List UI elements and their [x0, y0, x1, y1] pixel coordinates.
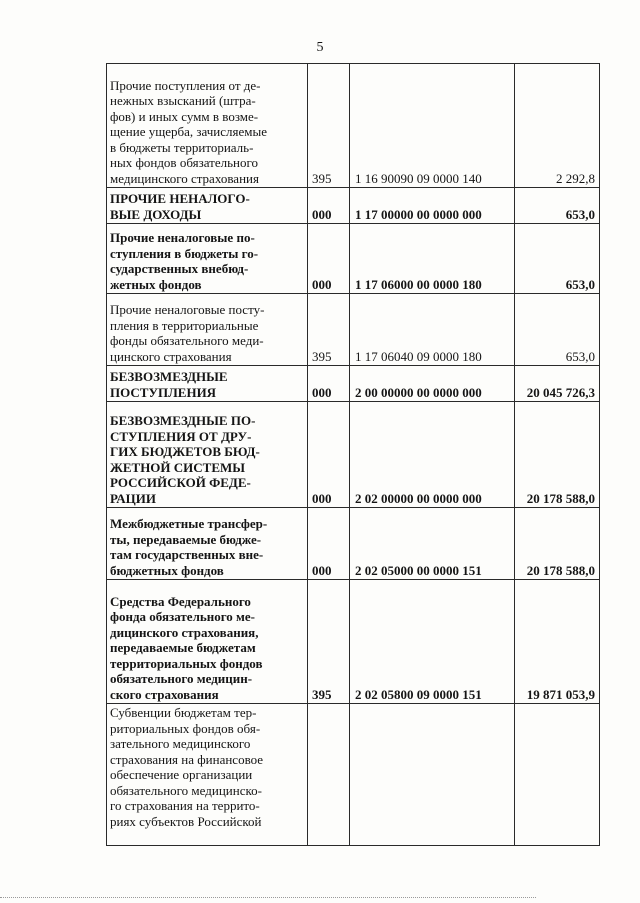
- revenue-name-line: ГИХ БЮДЖЕТОВ БЮД-: [110, 444, 260, 459]
- revenue-name-line: ЖЕТНОЙ СИСТЕМЫ: [110, 459, 246, 475]
- budget-classification-code-cell: 1 17 00000 00 0000 000: [350, 188, 515, 224]
- revenue-name-line: обеспечение организации: [110, 767, 253, 782]
- budget-classification-code-cell: 2 00 00000 00 0000 000: [350, 366, 515, 402]
- table-row: [107, 402, 600, 508]
- table-row: [107, 188, 600, 224]
- budget-classification-code-cell: 1 17 06000 00 0000 180: [350, 224, 515, 294]
- revenue-name-cell: [107, 224, 308, 294]
- revenue-name-line: щение ущерба, зачисляемые: [110, 124, 267, 139]
- revenue-name-cell: [107, 508, 308, 580]
- revenue-name-line: там государственных вне-: [110, 547, 264, 562]
- revenue-name-cell: [107, 64, 308, 188]
- revenue-name-line: Субвенции бюджетам тер-: [110, 705, 257, 720]
- revenue-name-line: фонда обязательного ме-: [110, 609, 256, 624]
- amount-cell: 653,0: [515, 188, 600, 224]
- page-bottom-rule: [0, 897, 536, 898]
- revenue-name-line: Прочие поступления от де-: [110, 77, 261, 93]
- revenue-name-line: Межбюджетные трансфер-: [110, 516, 268, 531]
- admin-code-cell: 395: [308, 64, 350, 188]
- revenue-name-line: риях субъектов Российской: [110, 813, 262, 829]
- admin-code-cell: 395: [308, 294, 350, 366]
- table-row: [107, 508, 600, 580]
- revenue-name-cell: [107, 704, 308, 846]
- table-row: [107, 64, 600, 188]
- revenue-name-line: ты, передаваемые бюдже-: [110, 531, 262, 547]
- revenue-name-line: фов) и иных сумм в возме-: [110, 108, 259, 124]
- table-row: [107, 366, 600, 402]
- admin-code-cell: 000: [308, 366, 350, 402]
- table-body: [107, 64, 600, 846]
- revenue-name-line: РАЦИИ: [110, 490, 157, 506]
- table-row: [107, 294, 600, 366]
- revenue-name-line: ПРОЧИЕ НЕНАЛОГО-: [110, 191, 250, 206]
- amount-cell: 653,0: [515, 294, 600, 366]
- revenue-name-cell: [107, 580, 308, 704]
- revenue-name-line: передаваемые бюджетам: [110, 640, 256, 655]
- revenue-name-line: Средства Федерального: [110, 593, 251, 609]
- revenue-name-line: зательного медицинского: [110, 736, 251, 751]
- budget-classification-code-cell: 2 02 05800 09 0000 151: [350, 580, 515, 704]
- revenue-name-cell: [107, 188, 308, 224]
- amount-cell: 20 178 588,0: [515, 508, 600, 580]
- revenue-name-line: СТУПЛЕНИЯ ОТ ДРУ-: [110, 428, 252, 444]
- revenue-name-line: бюджетных фондов: [110, 562, 224, 578]
- revenue-name-line: БЕЗВОЗМЕЗДНЫЕ ПО-: [110, 413, 256, 428]
- revenue-name-line: БЕЗВОЗМЕЗДНЫЕ: [110, 369, 228, 384]
- revenue-name-line: в бюджеты территориаль-: [110, 139, 254, 155]
- revenue-name-line: цинского страхования: [110, 348, 232, 364]
- revenue-name-line: ных фондов обязательного: [110, 155, 258, 170]
- amount-cell: 19 871 053,9: [515, 580, 600, 704]
- revenue-name-line: пления в территориальные: [110, 317, 259, 333]
- revenue-name-line: жетных фондов: [110, 276, 202, 292]
- revenue-name-line: Прочие неналоговые по-: [110, 230, 255, 245]
- budget-classification-code-cell: 2 02 00000 00 0000 000: [350, 402, 515, 508]
- admin-code-cell: 000: [308, 508, 350, 580]
- revenue-name-line: Прочие неналоговые посту-: [110, 302, 265, 317]
- amount-cell: 20 045 726,3: [515, 366, 600, 402]
- revenue-name-line: медицинского страхования: [110, 170, 259, 186]
- admin-code-cell: 395: [308, 580, 350, 704]
- admin-code-cell: 000: [308, 188, 350, 224]
- revenue-name-line: территориальных фондов: [110, 655, 263, 671]
- revenue-name-line: риториальных фондов обя-: [110, 720, 261, 736]
- revenue-name-cell: [107, 366, 308, 402]
- admin-code-cell: 000: [308, 224, 350, 294]
- page-number: 5: [316, 40, 324, 55]
- admin-code-cell: [308, 704, 350, 846]
- revenue-name-line: ПОСТУПЛЕНИЯ: [110, 384, 217, 400]
- table-row: [107, 704, 600, 846]
- revenue-name-line: сударственных внебюд-: [110, 261, 249, 276]
- revenue-name-line: обязательного медицин-: [110, 671, 253, 686]
- revenue-name-line: ВЫЕ ДОХОДЫ: [110, 206, 202, 222]
- revenue-name-line: РОССИЙСКОЙ ФЕДЕ-: [110, 475, 251, 490]
- amount-cell: 20 178 588,0: [515, 402, 600, 508]
- amount-cell: 653,0: [515, 224, 600, 294]
- budget-classification-code-cell: 2 02 05000 00 0000 151: [350, 508, 515, 580]
- revenue-name-line: обязательного медицинско-: [110, 782, 262, 798]
- revenue-name-line: фонды обязательного меди-: [110, 333, 264, 348]
- revenue-name-line: ступления в бюджеты го-: [110, 245, 259, 261]
- budget-classification-code-cell: 1 16 90090 09 0000 140: [350, 64, 515, 188]
- table-row: [107, 580, 600, 704]
- amount-cell: 2 292,8: [515, 64, 600, 188]
- budget-revenue-table: [106, 63, 600, 846]
- table-row: [107, 224, 600, 294]
- revenue-name-line: страхования на финансовое: [110, 751, 264, 767]
- revenue-name-line: дицинского страхования,: [110, 624, 259, 640]
- budget-classification-code-cell: [350, 704, 515, 846]
- revenue-name-line: ского страхования: [110, 686, 219, 702]
- amount-cell: [515, 704, 600, 846]
- revenue-name-cell: [107, 294, 308, 366]
- admin-code-cell: 000: [308, 402, 350, 508]
- revenue-name-cell: [107, 402, 308, 508]
- revenue-name-line: нежных взысканий (штра-: [110, 93, 256, 108]
- budget-classification-code-cell: 1 17 06040 09 0000 180: [350, 294, 515, 366]
- revenue-name-line: го страхования на террито-: [110, 798, 260, 813]
